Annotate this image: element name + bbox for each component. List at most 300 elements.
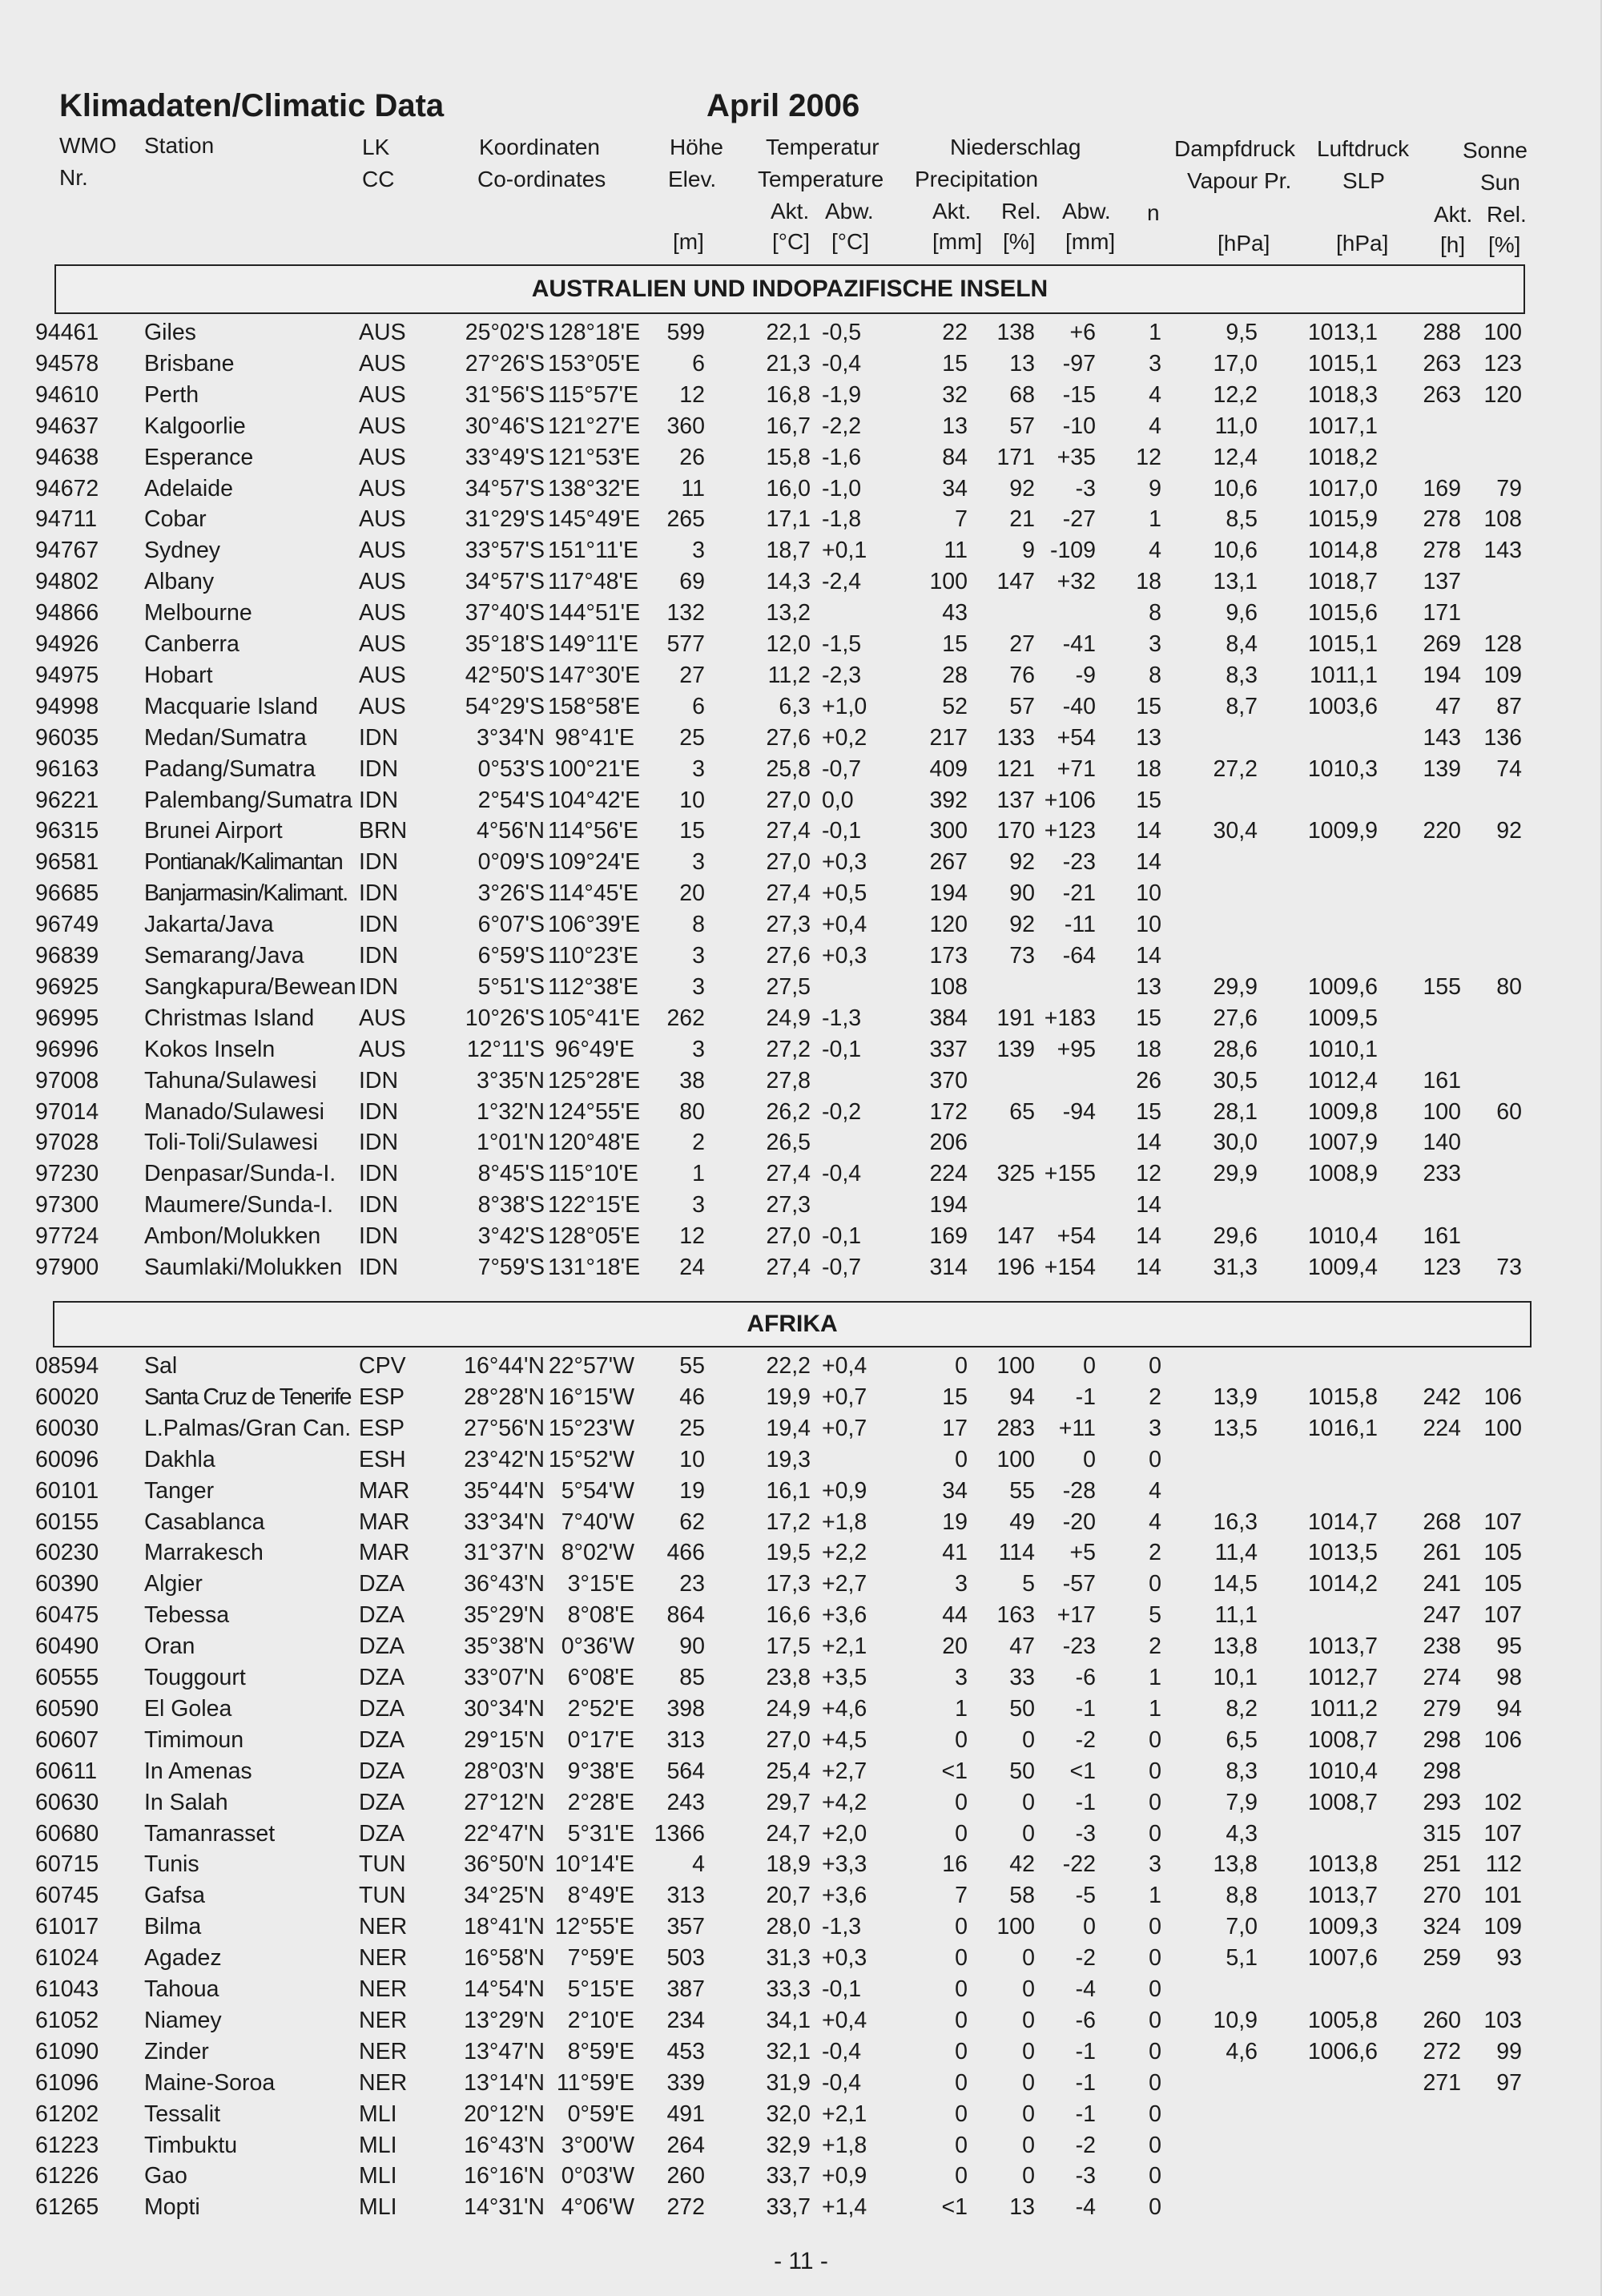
cell-sun-akt: 260	[1423, 2007, 1461, 2033]
cell-latitude: 16°43'N	[464, 2132, 545, 2158]
header-elev-unit: [m]	[673, 229, 704, 254]
cell-temp-abw: +3,6	[822, 1602, 867, 1629]
cell-temp-akt: 16,1	[766, 1477, 811, 1504]
cell-longitude: 147°30'E	[548, 662, 641, 688]
cell-country-code: NER	[359, 1976, 408, 2002]
cell-prec-n: 5	[1149, 1602, 1161, 1629]
cell-temp-abw: +2,7	[822, 1571, 867, 1597]
table-row	[0, 1127, 1602, 1158]
cell-elevation: 360	[666, 413, 705, 439]
cell-temp-akt: 27,5	[766, 973, 811, 1000]
table-row	[0, 1569, 1602, 1599]
cell-prec-n: 0	[1149, 1914, 1161, 1940]
cell-sun-akt: 224	[1423, 1415, 1461, 1441]
cell-sun-akt: 268	[1423, 1509, 1461, 1535]
cell-latitude: 22°47'N	[464, 1820, 545, 1847]
cell-prec-akt: 267	[929, 849, 968, 876]
cell-elevation: 3	[692, 755, 705, 782]
cell-wmo-nr: 60230	[35, 1540, 99, 1566]
cell-prec-rel: 100	[996, 1446, 1035, 1472]
cell-temp-akt: 34,1	[766, 2007, 811, 2033]
cell-wmo-nr: 61090	[35, 2038, 99, 2064]
cell-slp: 1014,2	[1307, 1571, 1378, 1597]
cell-prec-abw: -9	[1075, 662, 1096, 688]
cell-prec-abw: -41	[1062, 631, 1096, 657]
cell-prec-akt: 224	[929, 1161, 968, 1187]
cell-sun-akt: 247	[1423, 1602, 1461, 1629]
cell-elevation: 1366	[654, 1820, 705, 1847]
cell-prec-n: 0	[1149, 1789, 1161, 1815]
cell-temp-abw: -1,9	[822, 381, 862, 408]
cell-slp: 1015,8	[1307, 1384, 1378, 1410]
cell-wmo-nr: 96749	[35, 912, 99, 938]
cell-prec-rel: 196	[996, 1255, 1035, 1280]
cell-temp-abw: -0,7	[822, 1255, 862, 1280]
cell-vapour-pressure: 13,1	[1213, 569, 1258, 595]
cell-longitude: 121°27'E	[548, 413, 641, 439]
cell-prec-n: 9	[1149, 475, 1161, 501]
cell-longitude: 144°51'E	[548, 600, 641, 626]
cell-prec-n: 1	[1149, 506, 1161, 533]
cell-slp: 1008,7	[1307, 1726, 1378, 1753]
header-temp-akt: Akt.	[771, 199, 810, 224]
cell-longitude: 158°58'E	[548, 693, 641, 719]
cell-temp-akt: 27,4	[766, 1255, 811, 1280]
cell-longitude: 5°54'W	[561, 1477, 634, 1504]
cell-longitude: 22°57'W	[548, 1353, 634, 1379]
cell-prec-rel: 55	[1009, 1477, 1035, 1504]
cell-sun-akt: 139	[1423, 755, 1461, 782]
cell-country-code: IDN	[359, 912, 399, 938]
cell-sun-rel: 102	[1483, 1789, 1522, 1815]
cell-latitude: 36°50'N	[464, 1851, 545, 1878]
cell-prec-n: 2	[1149, 1633, 1161, 1660]
cell-temp-abw: +0,3	[822, 943, 867, 969]
cell-prec-akt: 0	[955, 1945, 968, 1972]
cell-longitude: 5°31'E	[567, 1820, 634, 1847]
cell-wmo-nr: 94578	[35, 350, 99, 377]
cell-prec-rel: 0	[1022, 1820, 1035, 1847]
cell-prec-n: 14	[1136, 1223, 1161, 1250]
cell-sun-rel: 103	[1483, 2007, 1522, 2033]
table-row	[0, 2161, 1602, 2191]
cell-country-code: AUS	[359, 320, 406, 345]
table-row	[0, 1507, 1602, 1537]
table-row	[0, 1034, 1602, 1065]
cell-latitude: 6°07'S	[477, 912, 545, 938]
cell-elevation: 55	[679, 1353, 705, 1379]
cell-longitude: 105°41'E	[548, 1005, 641, 1031]
cell-latitude: 27°26'S	[465, 350, 545, 377]
cell-temp-akt: 27,4	[766, 818, 811, 844]
cell-temp-abw: +0,7	[822, 1384, 867, 1410]
cell-vapour-pressure: 16,3	[1213, 1509, 1258, 1535]
cell-latitude: 3°42'S	[477, 1223, 545, 1250]
cell-latitude: 16°58'N	[464, 1945, 545, 1972]
cell-station: Pontianak/Kalimantan	[144, 849, 343, 876]
cell-prec-rel: 138	[996, 320, 1035, 345]
cell-slp: 1013,1	[1307, 320, 1378, 345]
cell-longitude: 0°17'E	[567, 1726, 634, 1753]
cell-prec-akt: 19	[942, 1509, 968, 1535]
cell-elevation: 491	[666, 2101, 705, 2127]
cell-prec-akt: 0	[955, 1353, 968, 1379]
cell-sun-akt: 263	[1423, 350, 1461, 377]
cell-sun-rel: 73	[1496, 1255, 1522, 1280]
cell-prec-abw: 0	[1083, 1914, 1096, 1940]
cell-elevation: 577	[666, 631, 705, 657]
cell-station: Macquarie Island	[144, 693, 319, 719]
cell-wmo-nr: 61096	[35, 2069, 99, 2096]
table-row	[0, 1158, 1602, 1189]
cell-sun-akt: 251	[1423, 1851, 1461, 1878]
cell-temp-akt: 27,0	[766, 849, 811, 876]
cell-longitude: 7°40'W	[561, 1509, 634, 1535]
cell-elevation: 1	[692, 1161, 705, 1187]
cell-country-code: MLI	[359, 2101, 397, 2127]
cell-latitude: 29°15'N	[464, 1726, 545, 1753]
cell-vapour-pressure: 13,9	[1213, 1384, 1258, 1410]
cell-wmo-nr: 97028	[35, 1130, 99, 1156]
cell-prec-n: 15	[1136, 787, 1161, 813]
cell-temp-abw: -0,5	[822, 320, 862, 345]
cell-sun-rel: 109	[1483, 662, 1522, 688]
cell-temp-akt: 29,7	[766, 1789, 811, 1815]
cell-elevation: 260	[666, 2163, 705, 2189]
cell-vapour-pressure: 11,4	[1214, 1540, 1258, 1566]
cell-prec-akt: 84	[942, 444, 968, 470]
cell-slp: 1018,7	[1307, 569, 1378, 595]
cell-temp-akt: 22,1	[766, 320, 811, 345]
cell-latitude: 33°49'S	[465, 444, 545, 470]
cell-sun-akt: 100	[1423, 1098, 1461, 1125]
cell-latitude: 27°56'N	[464, 1415, 545, 1441]
cell-longitude: 149°11'E	[548, 631, 638, 657]
table-row	[0, 785, 1602, 816]
cell-prec-rel: 68	[1009, 381, 1035, 408]
cell-prec-rel: 57	[1009, 413, 1035, 439]
cell-elevation: 85	[679, 1665, 705, 1690]
header-sonne: Sonne	[1463, 138, 1528, 163]
cell-elevation: 12	[679, 1223, 705, 1250]
cell-wmo-nr: 61043	[35, 1976, 99, 2002]
cell-prec-n: 0	[1149, 2101, 1161, 2127]
cell-prec-akt: 44	[942, 1602, 968, 1629]
table-row	[0, 723, 1602, 753]
cell-prec-rel: 121	[996, 755, 1035, 782]
cell-wmo-nr: 60475	[35, 1602, 99, 1629]
cell-slp: 1005,8	[1307, 2007, 1378, 2033]
cell-country-code: ESP	[359, 1384, 405, 1410]
cell-vapour-pressure: 8,4	[1226, 631, 1258, 657]
cell-temp-akt: 27,6	[766, 724, 811, 751]
cell-sun-rel: 74	[1496, 755, 1522, 782]
cell-sun-rel: 100	[1483, 1415, 1522, 1441]
cell-prec-rel: 0	[1022, 2038, 1035, 2064]
cell-prec-akt: 34	[942, 1477, 968, 1504]
cell-prec-akt: 337	[929, 1036, 968, 1062]
header-lk: LK	[362, 135, 390, 159]
cell-temp-akt: 27,2	[766, 1036, 811, 1062]
header-prec-unit-2: [%]	[1003, 229, 1036, 254]
cell-temp-akt: 31,3	[766, 1945, 811, 1972]
cell-prec-rel: 5	[1022, 1571, 1035, 1597]
cell-elevation: 19	[679, 1477, 705, 1504]
table-row	[0, 1382, 1602, 1412]
cell-elevation: 357	[666, 1914, 705, 1940]
table-row	[0, 691, 1602, 722]
cell-longitude: 11°59'E	[556, 2069, 634, 2096]
cell-country-code: AUS	[359, 693, 406, 719]
cell-prec-n: 10	[1136, 880, 1161, 907]
cell-latitude: 16°44'N	[464, 1353, 545, 1379]
cell-prec-rel: 0	[1022, 2069, 1035, 2096]
cell-vapour-pressure: 30,0	[1213, 1130, 1258, 1156]
header-cc: CC	[362, 167, 395, 191]
cell-latitude: 35°44'N	[464, 1477, 545, 1504]
cell-country-code: MLI	[359, 2194, 397, 2221]
cell-slp: 1009,3	[1307, 1914, 1378, 1940]
cell-country-code: NER	[359, 1945, 408, 1972]
cell-vapour-pressure: 29,6	[1213, 1223, 1258, 1250]
table-row	[0, 2099, 1602, 2129]
cell-longitude: 0°59'E	[567, 2101, 634, 2127]
cell-station: Banjarmasin/Kalimant.	[144, 880, 348, 907]
cell-temp-abw: +1,4	[822, 2194, 867, 2221]
cell-station: Albany	[144, 569, 215, 595]
cell-sun-akt: 242	[1423, 1384, 1461, 1410]
cell-wmo-nr: 60611	[35, 1758, 98, 1784]
cell-wmo-nr: 96839	[35, 943, 99, 969]
table-row	[0, 1097, 1602, 1127]
cell-longitude: 115°57'E	[548, 381, 638, 408]
cell-latitude: 18°41'N	[464, 1914, 545, 1940]
cell-prec-n: 0	[1149, 1758, 1161, 1784]
cell-wmo-nr: 94461	[35, 320, 99, 345]
cell-slp: 1009,8	[1307, 1098, 1378, 1125]
cell-prec-n: 4	[1149, 1477, 1161, 1504]
cell-prec-abw: -6	[1075, 2007, 1096, 2033]
cell-prec-n: 0	[1149, 1976, 1161, 2002]
table-row	[0, 1725, 1602, 1755]
cell-prec-n: 4	[1149, 1509, 1161, 1535]
cell-vapour-pressure: 12,2	[1213, 381, 1258, 408]
cell-station: Tahoua	[144, 1976, 219, 2002]
cell-elevation: 3	[692, 849, 705, 876]
cell-prec-abw: +95	[1057, 1036, 1096, 1062]
cell-prec-rel: 0	[1022, 2132, 1035, 2158]
cell-prec-rel: 0	[1022, 1976, 1035, 2002]
cell-sun-rel: 99	[1496, 2038, 1522, 2064]
cell-sun-akt: 220	[1423, 818, 1461, 844]
cell-latitude: 23°42'N	[464, 1446, 545, 1472]
cell-station: Gao	[144, 2163, 187, 2189]
cell-prec-abw: +54	[1057, 724, 1096, 751]
cell-station: Mopti	[144, 2194, 200, 2221]
cell-temp-akt: 21,3	[766, 350, 811, 377]
cell-wmo-nr: 97008	[35, 1067, 99, 1094]
cell-elevation: 6	[692, 350, 705, 377]
cell-country-code: BRN	[359, 818, 408, 844]
cell-prec-n: 2	[1149, 1540, 1161, 1566]
cell-latitude: 33°07'N	[464, 1665, 545, 1690]
cell-temp-abw: -1,8	[822, 506, 862, 533]
cell-sun-akt: 161	[1423, 1223, 1461, 1250]
cell-station: Algier	[144, 1571, 203, 1597]
cell-latitude: 30°34'N	[464, 1695, 545, 1722]
cell-temp-akt: 23,8	[766, 1665, 811, 1690]
cell-station: Hobart	[144, 662, 213, 688]
cell-vapour-pressure: 8,7	[1226, 693, 1258, 719]
cell-prec-abw: -57	[1062, 1571, 1096, 1597]
cell-prec-abw: -1	[1075, 2069, 1096, 2096]
cell-prec-akt: <1	[941, 1758, 968, 1784]
cell-prec-abw: -23	[1062, 849, 1096, 876]
cell-prec-rel: 90	[1009, 880, 1035, 907]
cell-prec-abw: +35	[1057, 444, 1096, 470]
cell-latitude: 35°18'S	[465, 631, 545, 657]
table-row	[0, 566, 1602, 597]
cell-temp-akt: 28,0	[766, 1914, 811, 1940]
cell-longitude: 114°45'E	[548, 880, 638, 907]
cell-slp: 1009,4	[1307, 1255, 1378, 1280]
cell-station: Padang/Sumatra	[144, 755, 316, 782]
cell-station: Tessalit	[144, 2101, 221, 2127]
cell-vapour-pressure: 5,1	[1226, 1945, 1258, 1972]
cell-slp: 1011,1	[1309, 662, 1378, 688]
table-row	[0, 2068, 1602, 2098]
cell-temp-akt: 27,0	[766, 1223, 811, 1250]
cell-country-code: TUN	[359, 1851, 406, 1878]
cell-station: Denpasar/Sunda-I.	[144, 1161, 336, 1187]
header-sun-akt: Akt.	[1434, 202, 1473, 227]
cell-prec-abw: +155	[1044, 1161, 1096, 1187]
cell-vapour-pressure: 4,6	[1226, 2038, 1258, 2064]
cell-wmo-nr: 61017	[35, 1914, 99, 1940]
cell-prec-n: 14	[1136, 1192, 1161, 1218]
header-prec-unit-1: [mm]	[932, 229, 983, 254]
cell-station: Brunei Airport	[144, 818, 283, 844]
cell-slp: 1014,7	[1307, 1509, 1378, 1535]
cell-prec-n: 4	[1149, 413, 1161, 439]
cell-vapour-pressure: 31,3	[1213, 1255, 1258, 1280]
cell-country-code: DZA	[359, 1758, 405, 1784]
cell-country-code: AUS	[359, 1036, 406, 1062]
cell-elevation: 4	[692, 1851, 705, 1878]
header-koordinaten: Koordinaten	[479, 135, 601, 159]
cell-wmo-nr: 60096	[35, 1446, 99, 1472]
cell-elevation: 12	[679, 381, 705, 408]
cell-temp-abw: +0,9	[822, 2163, 867, 2189]
cell-prec-abw: -1	[1075, 1695, 1096, 1722]
cell-station: Kalgoorlie	[144, 413, 246, 439]
cell-prec-abw: -22	[1062, 1851, 1096, 1878]
cell-latitude: 1°32'N	[477, 1098, 545, 1125]
cell-station: Touggourt	[144, 1665, 246, 1690]
cell-temp-akt: 32,9	[766, 2132, 811, 2158]
cell-station: Tunis	[144, 1851, 199, 1878]
cell-prec-akt: 7	[955, 506, 968, 533]
cell-longitude: 10°14'E	[554, 1851, 634, 1878]
cell-temp-akt: 16,0	[766, 475, 811, 501]
cell-vapour-pressure: 27,6	[1213, 1005, 1258, 1031]
cell-wmo-nr: 08594	[35, 1353, 99, 1379]
cell-sun-rel: 100	[1483, 320, 1522, 345]
cell-prec-akt: 15	[942, 350, 968, 377]
cell-station: Sal	[144, 1353, 178, 1379]
table-row	[0, 909, 1602, 940]
cell-vapour-pressure: 7,9	[1226, 1789, 1258, 1815]
cell-latitude: 33°34'N	[464, 1509, 545, 1535]
cell-temp-akt: 33,7	[766, 2163, 811, 2189]
cell-vapour-pressure: 27,2	[1213, 755, 1258, 782]
cell-prec-rel: 42	[1009, 1851, 1035, 1878]
cell-prec-n: 14	[1136, 849, 1161, 876]
cell-country-code: IDN	[359, 1161, 399, 1187]
page-number: - 11 -	[774, 2248, 828, 2274]
cell-elevation: 3	[692, 538, 705, 564]
table-row	[0, 348, 1602, 379]
cell-longitude: 153°05'E	[548, 350, 641, 377]
cell-vapour-pressure: 11,1	[1214, 1602, 1258, 1629]
cell-prec-n: 3	[1149, 1851, 1161, 1878]
cell-country-code: IDN	[359, 973, 399, 1000]
cell-temp-abw: +2,1	[822, 2101, 867, 2127]
cell-prec-rel: 0	[1022, 1945, 1035, 1972]
cell-temp-akt: 16,6	[766, 1602, 811, 1629]
table-row	[0, 1600, 1602, 1630]
cell-temp-abw: -0,4	[822, 1161, 862, 1187]
cell-sun-akt: 271	[1423, 2069, 1461, 2096]
cell-longitude: 15°23'W	[548, 1415, 634, 1441]
cell-latitude: 8°45'S	[477, 1161, 545, 1187]
cell-temp-abw: +2,1	[822, 1633, 867, 1660]
cell-prec-akt: 100	[929, 569, 968, 595]
cell-country-code: IDN	[359, 1098, 399, 1125]
cell-elevation: 313	[666, 1883, 705, 1909]
cell-prec-rel: 58	[1009, 1883, 1035, 1909]
header-prec-n: n	[1147, 200, 1160, 225]
cell-sun-akt: 324	[1423, 1914, 1461, 1940]
cell-temp-abw: -1,3	[822, 1914, 862, 1940]
cell-prec-rel: 21	[1009, 506, 1035, 533]
cell-temp-abw: -0,4	[822, 350, 862, 377]
cell-temp-abw: -1,3	[822, 1005, 862, 1031]
table-row	[0, 941, 1602, 971]
cell-elevation: 15	[679, 818, 705, 844]
cell-station: Timimoun	[144, 1726, 244, 1753]
cell-country-code: ESH	[359, 1446, 406, 1472]
cell-longitude: 106°39'E	[548, 912, 641, 938]
cell-temp-akt: 17,3	[766, 1571, 811, 1597]
table-row	[0, 1787, 1602, 1818]
cell-longitude: 15°52'W	[548, 1446, 634, 1472]
table-row	[0, 2036, 1602, 2067]
cell-slp: 1010,3	[1307, 755, 1378, 782]
cell-longitude: 112°38'E	[548, 973, 638, 1000]
cell-sun-akt: 140	[1423, 1130, 1461, 1156]
cell-elevation: 6	[692, 693, 705, 719]
cell-latitude: 35°29'N	[464, 1602, 545, 1629]
cell-prec-akt: 0	[955, 1976, 968, 2002]
cell-prec-akt: 3	[955, 1571, 968, 1597]
cell-station: Tahuna/Sulawesi	[144, 1067, 317, 1094]
cell-slp: 1012,7	[1307, 1665, 1378, 1690]
table-row	[0, 380, 1602, 410]
cell-temp-abw: -0,2	[822, 1098, 862, 1125]
cell-prec-abw: -1	[1075, 1789, 1096, 1815]
header-sun: Sun	[1480, 170, 1520, 195]
